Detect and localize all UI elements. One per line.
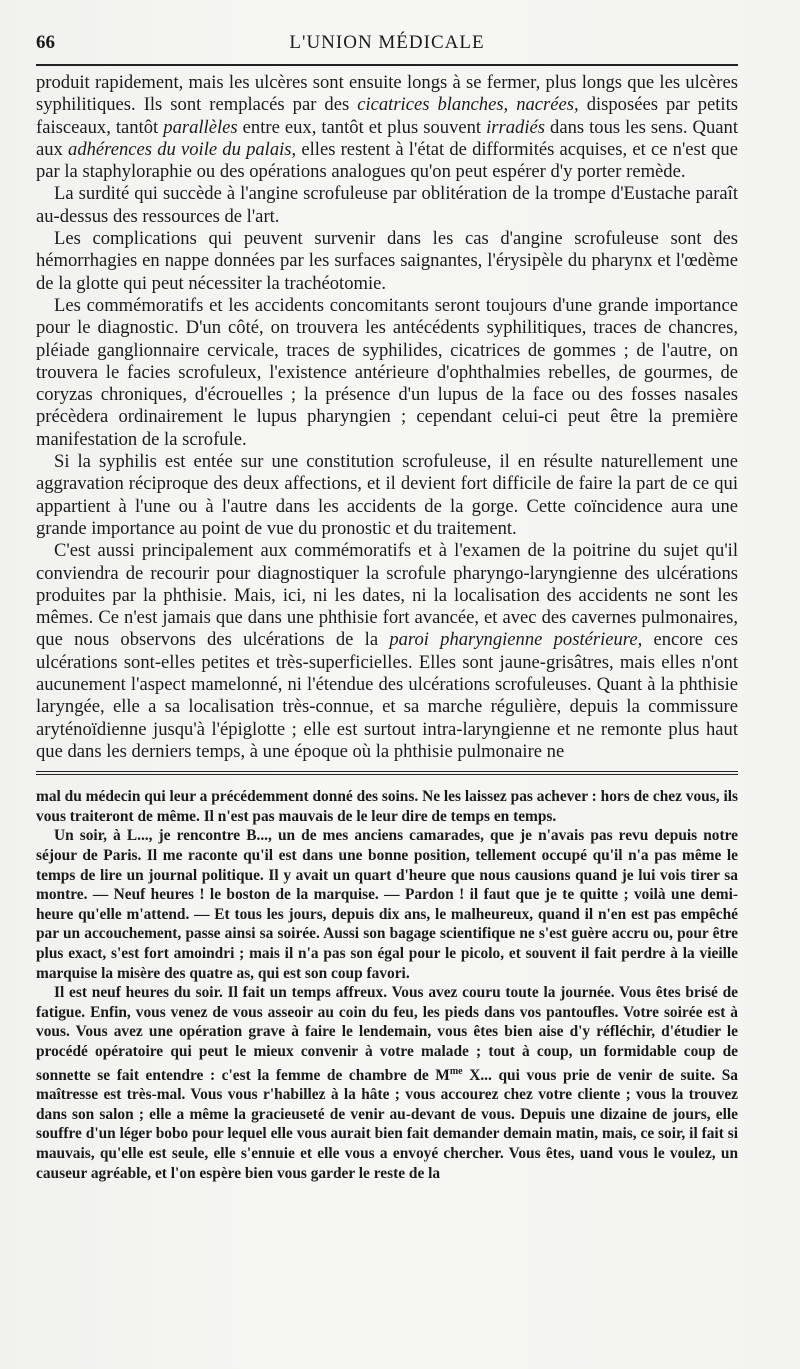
italic-run: parallèles bbox=[163, 116, 238, 138]
italic-run: paroi pharyngienne postérieure bbox=[389, 629, 638, 651]
feuilleton-paragraph-1: mal du médecin qui leur a précédemment donné des soins. Ne les laissez pas achever : hors de chez vous, ils vous traiteront de même. Il n'est pas mauvais de le leur dire de temps en temps. bbox=[36, 788, 738, 825]
paragraph-5: Si la syphilis est entée sur une constitution scrofuleuse, il en résulte naturellement une aggravation réciproque des deux affections, et il devient fort difficile de faire la part de ce qui appartient à l'une ou à l'autre dans les accidents de la gorge. Cette coïncidence aura une grande importance au point de vue du pronostic et du traitement. bbox=[36, 451, 738, 539]
running-title: L'UNION MÉDICALE bbox=[289, 32, 485, 53]
page-number: 66 bbox=[36, 32, 55, 53]
text-run: X... qui vous prie de venir de suite. Sa maîtresse est très-mal. Vous vous r'habillez à la hâte ; vous accourez chez votre cliente ; vous la trouvez dans son salon ; elle a même la gracieuseté de venir au-devant de vous. Depuis une dizaine de jours, elle souffre d'un léger bobo pour lequel elle vous aurait bien fait demander demain matin, mais, ce soir, il fait si mauvais, qu'elle est seule, elle s'ennuie et elle vous a envoyé chercher. Vous êtes, uand vous le voulez, un causeur agréable, et l'on espère bien vous garder le reste de la bbox=[36, 1066, 739, 1182]
feuilleton-paragraph-3 bbox=[36, 983, 738, 1183]
italic-run: cicatrices blanches, nacrées, bbox=[357, 94, 579, 116]
main-text bbox=[36, 72, 738, 763]
text-run: entre eux, tantôt et plus souvent bbox=[237, 116, 487, 138]
text-run: Il est neuf heures du soir. Il fait un temps affreux. Vous avez couru toute la journée. Vous êtes brisé de fatigue. Enfin, vous venez de vous asseoir au coin du feu, les pieds dans vos pantoufles. Votre soirée est à vous. Vous avez une opération grave à faire le lendemain, vous êtes bien aise d'y réfléchir, d'étudier le procédé opératoire qui peut le mieux convenir à votre malade ; tout à coup, un formidable coup de sonnette se fait entendre : c'est la femme de chambre de M bbox=[36, 984, 738, 1084]
feuilleton-divider bbox=[36, 771, 738, 775]
text-run: , encore ces ulcérations sont-elles petites et très-superficielles. Elles sont jaune-grisâtres, mais elles n'ont aucunement l'aspect mamelonné, ni l'étendue des ulcérations scrofuleuses. Quant à la phthisie laryngée, elle a sa localisation très-connue, et sa marche régulière, depuis la commissure aryténoïdienne jusqu'à l'épiglotte ; elle est surtout intra-laryngienne et ne remonte plus haut que dans les derniers temps, à une époque où la phthisie pulmonaire ne bbox=[36, 629, 738, 762]
paragraph-4: Les commémoratifs et les accidents concomitants seront toujours d'une grande importance pour le diagnostic. D'un côté, on trouvera les antécédents syphilitiques, traces de chancres, pléiade ganglionnaire cervicale, traces de syphilides, cicatrices de gommes ; de l'autre, on trouvera le facies scrofuleux, l'existence antérieure d'ophthalmies rebelles, de gourmes, de coryzas chroniques, d'écrouelles ; la présence d'un lupus de la face ou des fosses nasales précèdera ordinairement le lupus pharyngien ; cependant celui-ci peut être la première manifestation de la scrofule. bbox=[36, 294, 738, 450]
text-run: disposées par petits faisceaux, tantôt bbox=[36, 94, 738, 138]
superscript: me bbox=[449, 1065, 463, 1077]
feuilleton-text bbox=[36, 787, 738, 1183]
running-header bbox=[36, 30, 738, 66]
paragraph-2: La surdité qui succède à l'angine scrofuleuse par oblitération de la trompe d'Eustache paraît au-dessus des ressources de l'art. bbox=[36, 183, 738, 227]
text-run: C'est aussi principalement aux commémoratifs et à l'examen de la poitrine du sujet qu'il conviendra de recourir pour diagnostiquer la scrofule pharyngo-laryngienne des ulcérations produites par la phthisie. Mais, ici, ni les dates, ni la localisation des accidents ne sont les mêmes. Ce n'est jamais que dans une phthisie fort avancée, et avec des cavernes pulmonaires, que nous observons des ulcérations de la bbox=[36, 540, 738, 651]
text-run: produit rapidement, mais les ulcères sont ensuite longs à se fermer, plus longs que les ulcères syphilitiques. Ils sont remplacés par des bbox=[36, 72, 738, 116]
feuilleton-paragraph-2: Un soir, à L..., je rencontre B..., un de mes anciens camarades, que je n'avais pas revu depuis notre séjour de Paris. Il me raconte qu'il est dans une bonne position, tellement occupé qu'il n'a pas même le temps de lire un journal politique. Il y avait un quart d'heure que nous causions quand je lui vois tirer sa montre. — Neuf heures ! le boston de la marquise. — Pardon ! il faut que je te quitte ; voilà une demi-heure qu'elle m'attend. — Et tous les jours, depuis dix ans, le malheureux, quand il n'en est pas empêché par un accouchement, passe ainsi sa soirée. Aussi son bagage scientifique ne s'est guère accru ou, pour être plus exact, s'est fort amoindri ; mais il n'a pas son égal pour le picolo, et souvent il fait perdre à la vieille marquise la misère des quatre as, qui est son coup favori. bbox=[36, 827, 738, 982]
paragraph-1 bbox=[36, 72, 738, 183]
text-run: dans tous les sens. Quant aux bbox=[36, 116, 738, 160]
paragraph-6 bbox=[36, 540, 738, 763]
paragraph-3: Les complications qui peuvent survenir dans les cas d'angine scrofuleuse sont des hémorrhagies en nappe données par les surfaces saignantes, l'érysipèle du pharynx et l'œdème de la glotte qui peut nécessiter la trachéotomie. bbox=[36, 228, 738, 294]
text-run: , elles restent à l'état de difformités acquises, et ce n'est que par la staphyloraphie ou des opérations analogues qu'on peut espérer d'y porter remède. bbox=[36, 138, 738, 183]
italic-run: adhérences du voile du palais bbox=[68, 138, 292, 160]
italic-run: irradiés bbox=[486, 116, 545, 138]
